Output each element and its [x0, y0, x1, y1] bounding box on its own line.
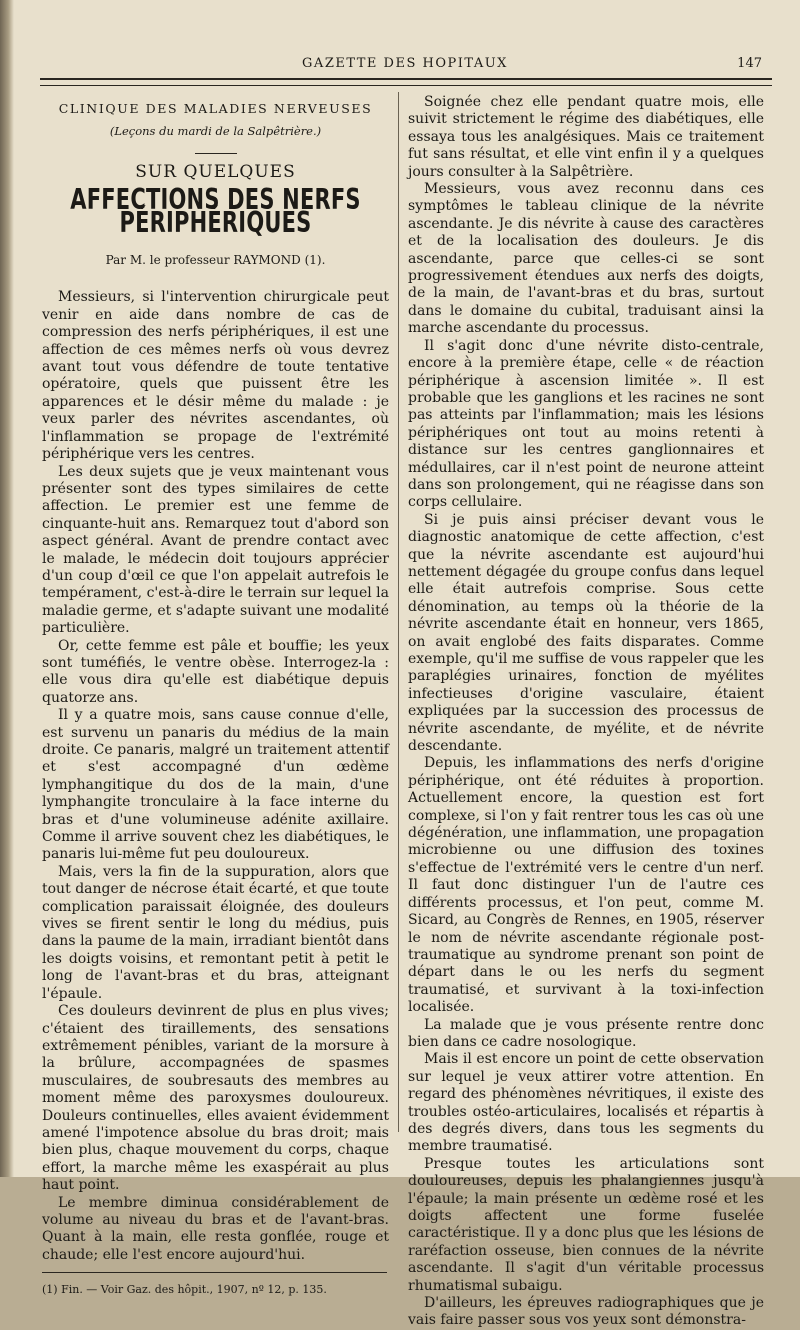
running-header [40, 54, 770, 74]
column-divider [398, 92, 399, 1132]
footnote: (1) Fin. — Voir Gaz. des hôpit., 1907, nº 12, p. 135. [42, 1283, 327, 1297]
paragraph: Or, cette femme est pâle et bouffie; les yeux sont tuméfiés, le ventre obèse. Interrogez-la : elle vous dira qu'elle est diabétique depuis quatorze ans. [42, 637, 389, 706]
paragraph: Il y a quatre mois, sans cause connue d'elle, est survenu un panaris du médius de la main droite. Ce panaris, malgré un traitement attentif et s'est accompagné d'un œdème lymphangitique du dos de la main, d'une lymphangite tronculaire à la face interne du bras et d'une volumineuse adénite axillaire. Comme il arrive souvent chez les diabétiques, le panaris lui-même fut peu douloureux. [42, 707, 389, 863]
paragraph: Le membre diminua considérablement de volume au niveau du bras et de l'avant-bras. Quant à la main, elle resta gonflée, rouge et chaude; elle l'est encore aujourd'hui. [42, 1194, 389, 1263]
paragraph: D'ailleurs, les épreuves radiographiques que je vais faire passer sous vos yeux sont démonstra- [408, 1295, 764, 1329]
article-title-line2: AFFECTIONS DES NERFS PÉRIPHÉRIQUES [70, 183, 361, 240]
page-binding-shadow [0, 0, 14, 1177]
right-column [408, 94, 764, 1330]
paragraph: Soignée chez elle pendant quatre mois, elle suivit strictement le régime des diabétiques, elle essaya tous les analgésiques. Mais ce traitement fut sans résultat, et elle vint enfin il y a quelques jours consulter à la Salpêtrière. [408, 94, 764, 180]
paragraph: Si je puis ainsi préciser devant vous le diagnostic anatomique de cette affection, c'est que la névrite ascendante est aujourd'hui nettement dégagée du groupe confus dans lequel elle était autrefois comprise. Sous cette dénomination, au temps où la théorie de la névrite ascendante était en honneur, vers 1865, on avait englobé des faits disparates. Comme exemple, qu'il me suffise de vous rappeler que les paraplégies urinaires, fonction de myélites infectieuses d'origine vasculaire, étaient expliquées par la succession des processus de névrite ascendante, de myélite, et de névrite descendante. [408, 511, 764, 755]
paragraph: Il s'agit donc d'une névrite disto-centrale, encore à la première étape, celle « de réaction périphérique à ascension limitée ». Il est probable que les ganglions et les racines ne sont pas atteints par l'inflammation; mais les lésions périphériques ont tout au moins retenti à distance sur les centres ganglionnaires et médullaires, car il n'est point de neurone atteint dans son prolongement, qui ne réagisse dans son corps cellulaire. [408, 337, 764, 511]
paragraph: Depuis, les inflammations des nerfs d'origine périphérique, ont été réduites à proportion. Actuellement encore, la question est fort complexe, si l'on y fait rentrer tous les cas où une dégénération, une inflammation, une propagation microbienne ou une diffusion des toxines s'effectue de l'extrémité vers le centre d'un nerf. Il faut donc distinguer l'un de l'autre ces différents processus, et l'on peut, comme M. Sicard, au Congrès de Rennes, en 1905, réserver le nom de névrite ascendante régionale post-traumatique au syndrome prenant son point de départ dans le ou les nerfs du segment traumatisé, et survivant à la toxi-infection localisée. [408, 755, 764, 1016]
author-byline: Par M. le professeur RAYMOND (1). [105, 253, 326, 268]
paragraph: Mais, vers la fin de la suppuration, alors que tout danger de nécrose était écarté, et que toute complication paraissait éloignée, des douleurs vives se firent sentir le long du médius, puis dans la paume de la main, irradiant bientôt dans les doigts voisins, et remontant petit à petit le long de l'avant-bras et du bras, atteignant l'épaule. [42, 863, 389, 1002]
page-number: 147 [737, 56, 762, 71]
journal-title: GAZETTE DES HOPITAUX [302, 56, 508, 71]
paragraph: La malade que je vous présente rentre donc bien dans ce cadre nosologique. [408, 1016, 764, 1050]
paragraph: Messieurs, si l'intervention chirurgicale peut venir en aide dans nombre de cas de compression des nerfs périphériques, il est une affection de ces mêmes nerfs où vous devrez avant tout vous défendre de toute tentative opératoire, quels que puissent être les apparences et le désir même du malade : je veux parler des névrites ascendantes, où l'inflammation se propage de l'extrémité périphérique vers les centres. [42, 289, 389, 463]
footnote-rule [42, 1272, 387, 1273]
paragraph: Presque toutes les articulations sont douloureuses, depuis les phalangiennes jusqu'à l'épaule; la main présente un œdème rosé et les doigts affectent une forme fuselée caractéristique. Il y a donc plus que les lésions de raréfaction osseuse, bien connues de la névrite ascendante. Il s'agit d'un véritable processus rhumatismal subaigu. [408, 1155, 764, 1294]
title-separator [195, 153, 237, 154]
article-title-line1: SUR QUELQUES [135, 161, 296, 182]
section-label: CLINIQUE DES MALADIES NERVEUSES [58, 101, 373, 116]
header-rule [40, 78, 772, 86]
paragraph: Les deux sujets que je veux maintenant vous présenter sont des types similaires de cette affection. Le premier est une femme de cinquante-huit ans. Remarquez tout d'abord son aspect général. Avant de prendre contact avec le malade, le médecin doit toujours apprécier d'un coup d'œil ce que l'on appelait autrefois le tempérament, c'est-à-dire le terrain sur lequel la maladie germe, et s'adapte suivant une modalité particulière. [42, 463, 389, 637]
paragraph: Mais il est encore un point de cette observation sur lequel je veux attirer votre attention. En regard des phénomènes névritiques, il existe des troubles ostéo-articulaires, localisés et répartis à des degrés divers, dans tous les segments du membre traumatisé. [408, 1051, 764, 1155]
paragraph: Ces douleurs devinrent de plus en plus vives; c'étaient des tiraillements, des sensations extrêmement pénibles, variant de la morsure à la brûlure, accompagnées de spasmes musculaires, de soubresauts des membres au moment même des paroxysmes douloureux. Douleurs continuelles, elles avaient évidemment amené l'impotence absolue du bras droit; mais bien plus, chaque mouvement du corps, chaque effort, la marche même les exaspérait au plus haut point. [42, 1003, 389, 1194]
left-column [42, 94, 389, 1299]
section-subtitle: (Leçons du mardi de la Salpêtrière.) [109, 124, 322, 139]
paragraph: Messieurs, vous avez reconnu dans ces symptômes le tableau clinique de la névrite ascendante. Je dis névrite à cause des caractères et de la localisation des douleurs. Je dis ascendante, parce que celles-ci se sont progressivement étendues aux nerfs des doigts, de la main, de l'avant-bras et du bras, surtout dans le domaine du cubital, traduisant ainsi la marche ascendante du processus. [408, 181, 764, 337]
